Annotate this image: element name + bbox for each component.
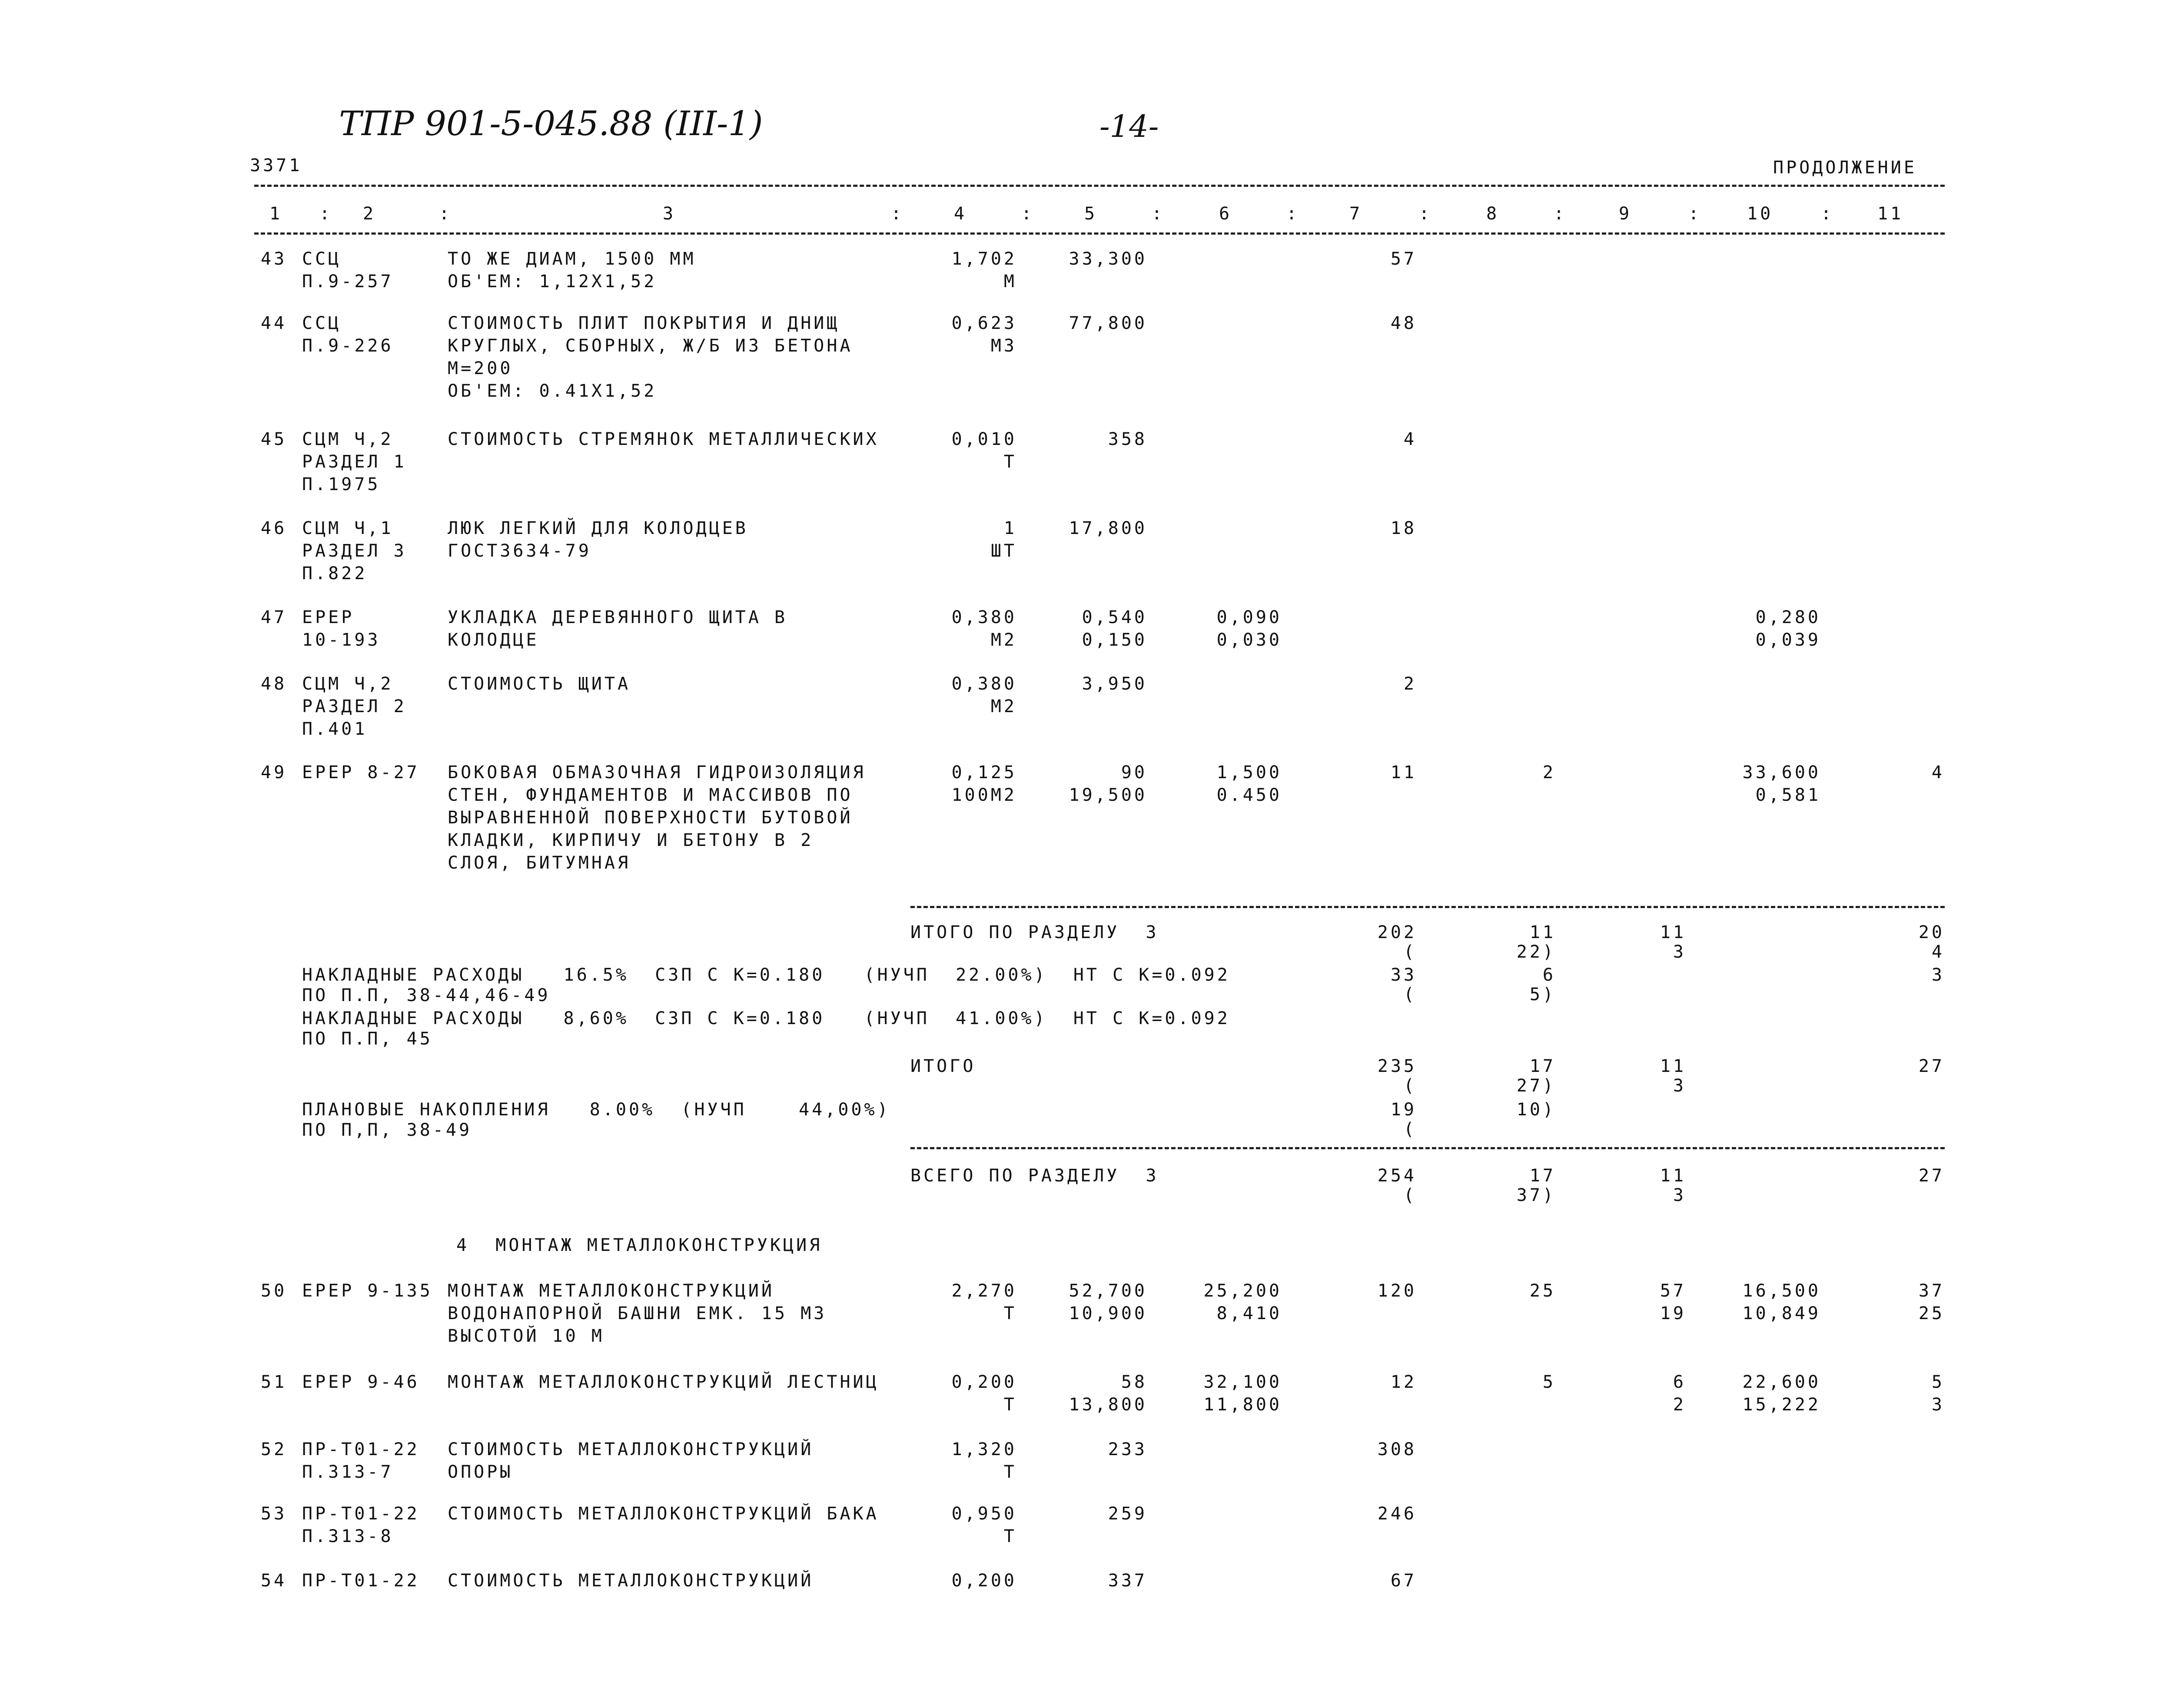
row-description: СТОИМОСТЬ СТРЕМЯНОК МЕТАЛЛИЧЕСКИХ <box>448 429 879 449</box>
cell-c10: 22,600 <box>1742 1372 1821 1392</box>
cell-c4: 0,623 <box>951 313 1017 333</box>
column-separator: : <box>1152 204 1165 224</box>
summary-c7: 33 <box>1390 965 1417 985</box>
cell-c6: 11,800 <box>1203 1395 1282 1415</box>
summary-bottom-rule <box>910 1147 1945 1149</box>
column-header-2: 2 <box>363 204 376 224</box>
row-description: СТОИМОСТЬ МЕТАЛЛОКОНСТРУКЦИЙ БАКА <box>448 1504 879 1524</box>
column-header-11: 11 <box>1877 204 1904 224</box>
summary-c8: 10) <box>1516 1100 1556 1120</box>
row-number: 45 <box>261 429 287 449</box>
column-header-3: 3 <box>663 204 676 224</box>
column-separator: : <box>439 204 452 224</box>
cell-c4: Т <box>1003 1395 1017 1415</box>
sheet-number: 3371 <box>250 156 302 176</box>
summary-c8: 17 <box>1529 1166 1556 1186</box>
overhead2-line1: НАКЛАДНЫЕ РАСХОДЫ 8,60% СЗП С К=0.180 (НУЧП 41.00%) НТ С К=0.092 <box>302 1008 1230 1028</box>
cell-c8: 5 <box>1542 1372 1556 1392</box>
row-description: ВЫРАВНЕННОЙ ПОВЕРХНОСТИ БУТОВОЙ <box>448 808 853 828</box>
row-description: КРУГЛЫХ, СБОРНЫХ, Ж/Б ИЗ БЕТОНА <box>448 336 853 356</box>
row-code: РАЗДЕЛ 1 <box>302 452 407 472</box>
cell-c4: М2 <box>990 696 1017 716</box>
continuation-label: ПРОДОЛЖЕНИЕ <box>1773 158 1917 178</box>
row-code: РАЗДЕЛ 2 <box>302 696 407 716</box>
row-number: 49 <box>261 763 287 783</box>
cell-c4: 0,125 <box>951 763 1017 783</box>
summary-top-rule <box>910 906 1945 908</box>
cell-c7: 18 <box>1390 518 1417 538</box>
cell-c11: 4 <box>1931 763 1945 783</box>
cell-c11: 3 <box>1931 1395 1945 1415</box>
row-description: СЛОЯ, БИТУМНАЯ <box>448 853 631 873</box>
cell-c11: 37 <box>1918 1281 1945 1301</box>
document-code: ТПР 901-5-045.88 (III-1) <box>339 104 763 143</box>
column-separator: : <box>319 204 333 224</box>
cell-c5: 0,150 <box>1082 630 1147 650</box>
row-code: ЕРЕР 9-135 <box>302 1281 433 1301</box>
cell-c4: 0,200 <box>951 1372 1017 1392</box>
overhead1-line2: ПО П.П, 38-44,46-49 <box>302 985 551 1005</box>
summary-c7: ( <box>1403 1185 1417 1205</box>
row-description: УКЛАДКА ДЕРЕВЯННОГО ЩИТА В <box>448 607 788 627</box>
header-top-rule <box>254 185 1945 187</box>
row-number: 44 <box>261 313 287 333</box>
row-number: 51 <box>261 1372 287 1392</box>
cell-c5: 77,800 <box>1069 313 1147 333</box>
cell-c4: Т <box>1003 1462 1017 1482</box>
row-code: 10-193 <box>302 630 381 650</box>
cell-c4: 0,380 <box>951 674 1017 694</box>
vsego-label: ВСЕГО ПО РАЗДЕЛУ 3 <box>910 1166 1159 1186</box>
summary-c7: 202 <box>1377 922 1417 942</box>
column-separator: : <box>891 204 904 224</box>
column-separator: : <box>1021 204 1035 224</box>
row-description: СТЕН, ФУНДАМЕНТОВ И МАССИВОВ ПО <box>448 785 853 805</box>
row-code: П.401 <box>302 719 368 739</box>
summary-c9: 3 <box>1673 1185 1686 1205</box>
cell-c6: 8,410 <box>1216 1303 1282 1323</box>
cell-c5: 3,950 <box>1082 674 1147 694</box>
cell-c7: 4 <box>1403 429 1417 449</box>
row-number: 50 <box>261 1281 287 1301</box>
cell-c4: Т <box>1003 452 1017 472</box>
cell-c4: Т <box>1003 1526 1017 1546</box>
row-number: 54 <box>261 1571 287 1591</box>
cell-c7: 11 <box>1390 763 1417 783</box>
cell-c5: 13,800 <box>1069 1395 1147 1415</box>
cell-c5: 358 <box>1108 429 1147 449</box>
column-header-9: 9 <box>1619 204 1632 224</box>
cell-c6: 25,200 <box>1203 1281 1282 1301</box>
summary-c11: 3 <box>1931 965 1945 985</box>
row-description: БОКОВАЯ ОБМАЗОЧНАЯ ГИДРОИЗОЛЯЦИЯ <box>448 763 866 783</box>
summary-c11: 20 <box>1918 922 1945 942</box>
cell-c8: 2 <box>1542 763 1556 783</box>
row-code: СЦМ Ч,2 <box>302 429 394 449</box>
cell-c5: 259 <box>1108 1504 1147 1524</box>
cell-c5: 90 <box>1121 763 1147 783</box>
summary-c8: 17 <box>1529 1056 1556 1076</box>
cell-c10: 0,039 <box>1755 630 1821 650</box>
row-description: КЛАДКИ, КИРПИЧУ И БЕТОНУ В 2 <box>448 830 814 850</box>
row-code: ЕРЕР <box>302 607 355 627</box>
row-number: 53 <box>261 1504 287 1524</box>
cell-c5: 337 <box>1108 1571 1147 1591</box>
column-header-6: 6 <box>1219 204 1232 224</box>
row-code: П.1975 <box>302 474 381 494</box>
summary-c7: ( <box>1403 942 1417 962</box>
itogo-label: ИТОГО <box>910 1056 976 1076</box>
summary-c8: 6 <box>1542 965 1556 985</box>
summary-c9: 11 <box>1660 922 1686 942</box>
row-code: СЦМ Ч,1 <box>302 518 394 538</box>
cell-c5: 0,540 <box>1082 607 1147 627</box>
summary-c11: 27 <box>1918 1056 1945 1076</box>
page-number: -14- <box>1099 109 1159 144</box>
cell-c4: Т <box>1003 1303 1017 1323</box>
cell-c5: 52,700 <box>1069 1281 1147 1301</box>
summary-c8: 37) <box>1516 1185 1556 1205</box>
cell-c6: 0,090 <box>1216 607 1282 627</box>
savings-line1: ПЛАНОВЫЕ НАКОПЛЕНИЯ 8.00% (НУЧП 44,00%) <box>302 1100 890 1120</box>
cell-c4: 0,200 <box>951 1571 1017 1591</box>
row-description: ВЫСОТОЙ 10 М <box>448 1326 604 1346</box>
row-description: ОПОРЫ <box>448 1462 513 1482</box>
summary-c7: 19 <box>1390 1100 1417 1120</box>
cell-c7: 12 <box>1390 1372 1417 1392</box>
column-header-1: 1 <box>269 204 283 224</box>
row-description: СТОИМОСТЬ МЕТАЛЛОКОНСТРУКЦИЙ <box>448 1439 814 1459</box>
column-header-5: 5 <box>1084 204 1098 224</box>
summary-c11: 27 <box>1918 1166 1945 1186</box>
row-code: ПР-Т01-22 <box>302 1439 420 1459</box>
cell-c6: 0.450 <box>1216 785 1282 805</box>
cell-c4: 1,702 <box>951 249 1017 269</box>
savings-line2: ПО П,П, 38-49 <box>302 1120 472 1140</box>
cell-c5: 233 <box>1108 1439 1147 1459</box>
row-code: П.822 <box>302 564 368 584</box>
row-description: М=200 <box>448 358 513 378</box>
cell-c11: 5 <box>1931 1372 1945 1392</box>
summary-c9: 11 <box>1660 1056 1686 1076</box>
cell-c9: 6 <box>1673 1372 1686 1392</box>
cell-c10: 33,600 <box>1742 763 1821 783</box>
itogo-razdel-label: ИТОГО ПО РАЗДЕЛУ 3 <box>910 922 1159 942</box>
cell-c4: 1,320 <box>951 1439 1017 1459</box>
row-description: МОНТАЖ МЕТАЛЛОКОНСТРУКЦИЙ <box>448 1281 775 1301</box>
row-code: П.9-257 <box>302 272 394 292</box>
row-code: ЕРЕР 8-27 <box>302 763 420 783</box>
row-code: ССЦ <box>302 313 342 333</box>
cell-c9: 57 <box>1660 1281 1686 1301</box>
cell-c8: 25 <box>1529 1281 1556 1301</box>
cell-c10: 16,500 <box>1742 1281 1821 1301</box>
cell-c4: 2,270 <box>951 1281 1017 1301</box>
row-description: СТОИМОСТЬ МЕТАЛЛОКОНСТРУКЦИЙ <box>448 1571 814 1591</box>
cell-c7: 308 <box>1377 1439 1417 1459</box>
cell-c5: 19,500 <box>1069 785 1147 805</box>
row-description: ЛЮК ЛЕГКИЙ ДЛЯ КОЛОДЦЕВ <box>448 518 748 538</box>
cell-c6: 32,100 <box>1203 1372 1282 1392</box>
row-code: П.313-7 <box>302 1462 394 1482</box>
cell-c7: 120 <box>1377 1281 1417 1301</box>
summary-c8: 22) <box>1516 942 1556 962</box>
overhead2-line2: ПО П.П, 45 <box>302 1029 433 1049</box>
row-description: СТОИМОСТЬ ПЛИТ ПОКРЫТИЯ И ДНИЩ <box>448 313 840 333</box>
row-code: СЦМ Ч,2 <box>302 674 394 694</box>
cell-c4: ШТ <box>990 541 1017 561</box>
cell-c10: 15,222 <box>1742 1395 1821 1415</box>
cell-c4: 0,950 <box>951 1504 1017 1524</box>
summary-c7: ( <box>1403 1119 1417 1139</box>
summary-c7: ( <box>1403 985 1417 1005</box>
summary-c9: 3 <box>1673 942 1686 962</box>
column-separator: : <box>1554 204 1567 224</box>
row-number: 43 <box>261 249 287 269</box>
cell-c4: 1 <box>1003 518 1017 538</box>
cell-c9: 19 <box>1660 1303 1686 1323</box>
cell-c10: 0,581 <box>1755 785 1821 805</box>
cell-c4: М <box>1003 272 1017 292</box>
cell-c4: М3 <box>990 336 1017 356</box>
cell-c7: 48 <box>1390 313 1417 333</box>
row-number: 48 <box>261 674 287 694</box>
cell-c4: 100М2 <box>951 785 1017 805</box>
row-description: ВОДОНАПОРНОЙ БАШНИ ЕМК. 15 М3 <box>448 1303 827 1323</box>
cell-c10: 0,280 <box>1755 607 1821 627</box>
row-code: ПР-Т01-22 <box>302 1571 420 1591</box>
row-description: МОНТАЖ МЕТАЛЛОКОНСТРУКЦИЙ ЛЕСТНИЦ <box>448 1372 879 1392</box>
column-separator: : <box>1688 204 1702 224</box>
column-header-7: 7 <box>1349 204 1363 224</box>
row-description: ОБ'ЕМ: 0.41Х1,52 <box>448 381 657 401</box>
cell-c7: 57 <box>1390 249 1417 269</box>
cell-c7: 2 <box>1403 674 1417 694</box>
column-header-10: 10 <box>1747 204 1773 224</box>
row-code: РАЗДЕЛ 3 <box>302 541 407 561</box>
cell-c5: 17,800 <box>1069 518 1147 538</box>
cell-c7: 246 <box>1377 1504 1417 1524</box>
column-separator: : <box>1419 204 1432 224</box>
summary-c7: ( <box>1403 1076 1417 1096</box>
row-description: ОБ'ЕМ: 1,12Х1,52 <box>448 272 657 292</box>
row-number: 47 <box>261 607 287 627</box>
row-number: 52 <box>261 1439 287 1459</box>
cell-c7: 67 <box>1390 1571 1417 1591</box>
summary-c8: 5) <box>1529 985 1556 1005</box>
summary-c7: 235 <box>1377 1056 1417 1076</box>
row-code: ЕРЕР 9-46 <box>302 1372 420 1392</box>
column-separator: : <box>1286 204 1300 224</box>
cell-c10: 10,849 <box>1742 1303 1821 1323</box>
row-code: ССЦ <box>302 249 342 269</box>
row-description: ГОСТ3634-79 <box>448 541 591 561</box>
row-description: ТО ЖЕ ДИАМ, 1500 ММ <box>448 249 696 269</box>
row-number: 46 <box>261 518 287 538</box>
row-description: КОЛОДЦЕ <box>448 630 539 650</box>
section4-title: 4 МОНТАЖ МЕТАЛЛОКОНСТРУКЦИЯ <box>456 1235 823 1255</box>
summary-c9: 3 <box>1673 1076 1686 1096</box>
cell-c9: 2 <box>1673 1395 1686 1415</box>
row-code: П.313-8 <box>302 1526 394 1546</box>
column-separator: : <box>1821 204 1834 224</box>
cell-c11: 25 <box>1918 1303 1945 1323</box>
cell-c4: 0,380 <box>951 607 1017 627</box>
row-code: П.9-226 <box>302 336 394 356</box>
summary-c9: 11 <box>1660 1166 1686 1186</box>
row-code: ПР-Т01-22 <box>302 1504 420 1524</box>
row-description: СТОИМОСТЬ ЩИТА <box>448 674 631 694</box>
summary-c8: 27) <box>1516 1076 1556 1096</box>
cell-c6: 1,500 <box>1216 763 1282 783</box>
cell-c6: 0,030 <box>1216 630 1282 650</box>
column-header-8: 8 <box>1486 204 1500 224</box>
overhead1-line1: НАКЛАДНЫЕ РАСХОДЫ 16.5% СЗП С К=0.180 (НУЧП 22.00%) НТ С К=0.092 <box>302 965 1230 985</box>
cell-c4: М2 <box>990 630 1017 650</box>
cell-c5: 10,900 <box>1069 1303 1147 1323</box>
cell-c4: 0,010 <box>951 429 1017 449</box>
header-bottom-rule <box>254 232 1945 235</box>
summary-c7: 254 <box>1377 1166 1417 1186</box>
summary-c8: 11 <box>1529 922 1556 942</box>
cell-c5: 33,300 <box>1069 249 1147 269</box>
cell-c5: 58 <box>1121 1372 1147 1392</box>
column-header-4: 4 <box>954 204 967 224</box>
summary-c11: 4 <box>1931 942 1945 962</box>
